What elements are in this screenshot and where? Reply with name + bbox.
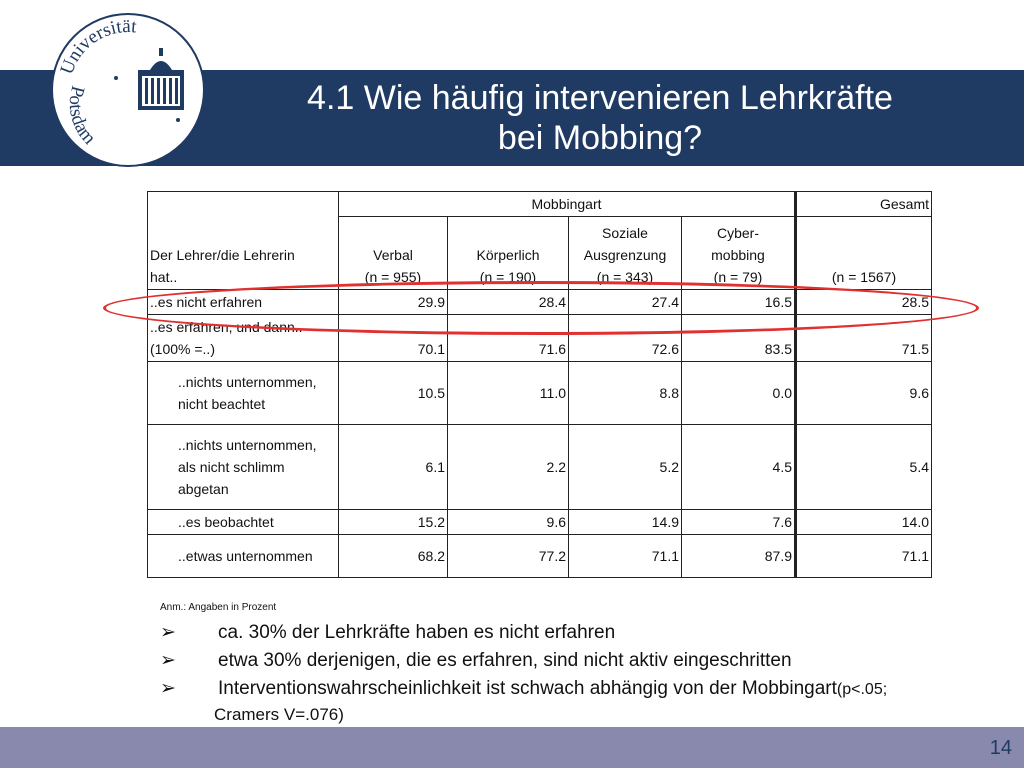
arrow-bullet-icon: ➢ <box>160 650 176 671</box>
table-row: ..nichts unternommen, nicht beachtet 10.5 11.0 8.8 0.0 9.6 <box>148 362 932 425</box>
highlight-oval <box>103 281 979 335</box>
table-header-row <box>148 192 932 217</box>
header-gesamt-n: (n = 1567) <box>796 217 932 290</box>
row-label-header: Der Lehrer/die Lehrerin hat.. <box>148 192 339 290</box>
logo-bottom-text: Potsdam <box>64 83 100 149</box>
header-gesamt: Gesamt <box>796 192 932 217</box>
table-row: ..es beobachtet 15.2 9.6 14.9 7.6 14.0 <box>148 510 932 535</box>
header-koerperlich: Körperlich (n = 190) <box>448 217 569 290</box>
bullet-item: ➢ ca. 30% der Lehrkräfte haben es nicht erfahren <box>160 619 1000 647</box>
table-row: ..es nicht erfahren 29.9 28.4 27.4 16.5 28.5 <box>148 290 932 315</box>
table-row: ..es erfahren, und dann.. (100% =..) 70.1 71.6 72.6 83.5 71.5 <box>148 315 932 362</box>
bullet-list <box>160 619 1000 726</box>
row-label: ..nichts unternommen, als nicht schlimm abgetan <box>148 425 339 510</box>
header-mobbingart: Mobbingart <box>339 192 796 217</box>
row-label: ..nichts unternommen, nicht beachtet <box>148 362 339 425</box>
university-logo <box>40 8 220 168</box>
row-label: ..etwas unternommen <box>148 535 339 578</box>
table-row: ..etwas unternommen 68.2 77.2 71.1 87.9 71.1 <box>148 535 932 578</box>
page-number: 14 <box>989 737 1012 759</box>
header-cybermobbing: Cyber- mobbing (n = 79) <box>682 217 796 290</box>
logo-top-text: Universität <box>56 15 138 78</box>
header-verbal: Verbal (n = 955) <box>339 217 448 290</box>
arrow-bullet-icon: ➢ <box>160 678 176 699</box>
bullet-item: ➢ Interventionswahrscheinlichkeit ist schwach abhängig von der Mobbingart(p<.05; <box>160 675 1000 704</box>
row-label: ..es erfahren, und dann.. (100% =..) <box>148 315 339 362</box>
results-table <box>147 191 932 578</box>
bullet-continuation: Cramers V=.076) <box>214 705 344 724</box>
table-row: ..nichts unternommen, als nicht schlimm abgetan 6.1 2.2 5.2 4.5 5.4 <box>148 425 932 510</box>
table-note: Anm.: Angaben in Prozent <box>160 602 277 613</box>
footer-bar <box>0 727 1024 768</box>
arrow-bullet-icon: ➢ <box>160 622 176 643</box>
slide-title <box>210 70 990 166</box>
slide-title-line2: bei Mobbing? <box>497 119 703 157</box>
row-label: ..es nicht erfahren <box>148 290 339 315</box>
slide-title-line1: 4.1 Wie häufig intervenieren Lehrkräfte <box>307 79 893 117</box>
header-soziale-ausgrenzung: Soziale Ausgrenzung (n = 343) <box>569 217 682 290</box>
row-label: ..es beobachtet <box>148 510 339 535</box>
bullet-item: ➢ etwa 30% derjenigen, die es erfahren, sind nicht aktiv eingeschritten <box>160 647 1000 675</box>
